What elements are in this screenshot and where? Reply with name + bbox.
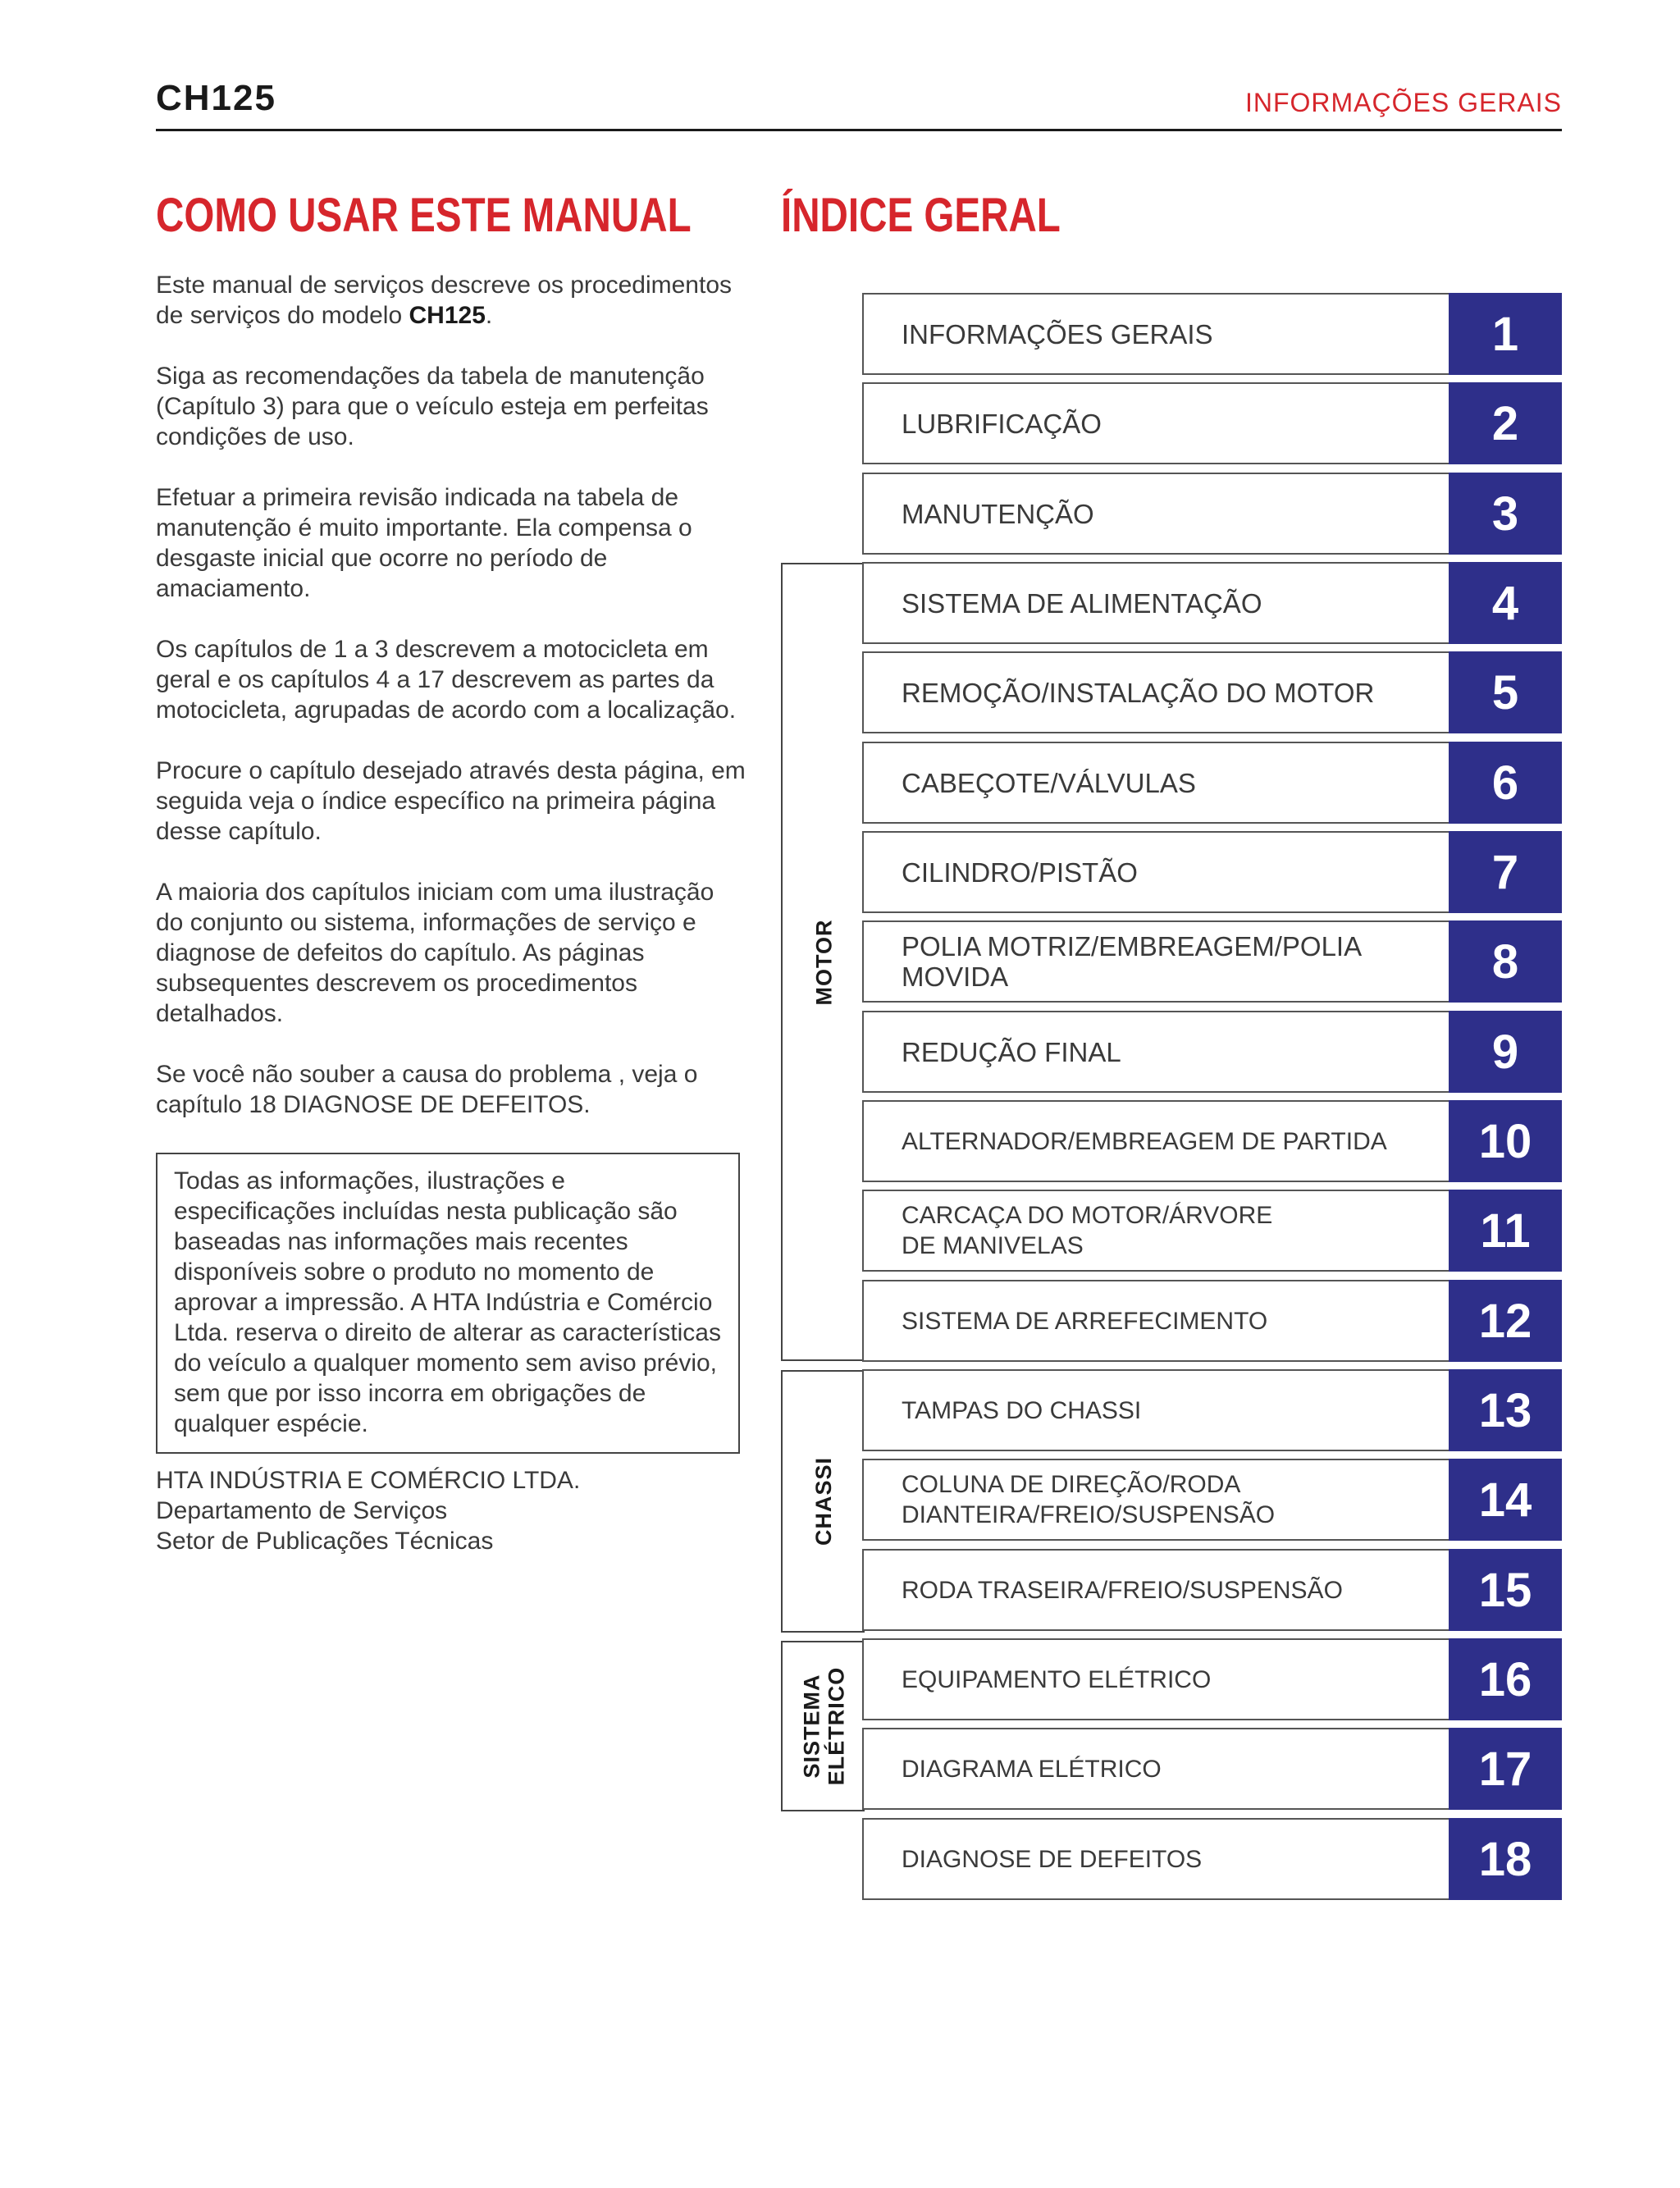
chapter-row-2[interactable] [862,382,1562,464]
sector-name: Setor de Publicações Técnicas [156,1528,494,1555]
chapter-number-8: 8 [1449,920,1562,1003]
chapter-row-14[interactable] [862,1459,1562,1541]
maintenance-paragraph: Siga as recomendações da tabela de manutenção (Capítulo 3) para que o veículo esteja em perfeitas condições de uso. [156,363,709,450]
first-review-paragraph: Efetuar a primeira revisão indicada na tabela de manutenção é muito importante. Ela compensa o desgaste inicial que ocorre no período de amaciamento. [156,484,692,602]
structure-paragraph: A maioria dos capítulos iniciam com uma ilustração do conjunto ou sistema, informações de serviço e diagnose de defeitos do capítulo. As páginas subsequentes descrevem os procedimentos detalhados. [156,879,714,1027]
chapter-label-1: INFORMAÇÕES GERAIS [862,293,1449,375]
group-chassi-label: CHASSI [811,1456,837,1546]
how-to-use-title: COMO USAR ESTE MANUAL [156,189,692,242]
chapter-label-11 [862,1190,1449,1272]
chapter-row-8[interactable] [862,920,1562,1003]
company-name: HTA INDÚSTRIA E COMÉRCIO LTDA. [156,1467,581,1494]
diagnosis-paragraph: Se você não souber a causa do problema , veja o capítulo 18 DIAGNOSE DE DEFEITOS. [156,1061,698,1118]
group-electrical [781,1641,865,1811]
publisher-info [156,1465,746,1556]
chapter-label-15: RODA TRASEIRA/FREIO/SUSPENSÃO [862,1549,1449,1631]
section-title: INFORMAÇÕES GERAIS [1244,88,1562,117]
chapter-number-3: 3 [1449,473,1562,555]
chapter-label-2: LUBRIFICAÇÃO [862,382,1449,464]
chapter-row-11[interactable] [862,1190,1562,1272]
header-divider [156,129,1562,131]
index-title: ÍNDICE GERAL [781,189,1061,242]
chapter-label-10: ALTERNADOR/EMBREAGEM DE PARTIDA [862,1100,1449,1182]
chapter-number-12: 12 [1449,1280,1562,1362]
chapter-number-1: 1 [1449,293,1562,375]
chapter-label-14 [862,1459,1449,1541]
chapter-number-13: 13 [1449,1369,1562,1451]
chapter-number-4: 4 [1449,562,1562,644]
chapter-number-11: 11 [1449,1190,1562,1272]
intro-period: . [485,302,493,329]
chapter-row-7[interactable] [862,831,1562,913]
department-name: Departamento de Serviços [156,1497,448,1524]
chapter-number-7: 7 [1449,831,1562,913]
chapter-row-4[interactable] [862,562,1562,644]
chapter-row-9[interactable] [862,1011,1562,1093]
chapter-label-17: DIAGRAMA ELÉTRICO [862,1728,1449,1810]
group-electrical-label [799,1667,848,1786]
chapter-number-16: 16 [1449,1638,1562,1720]
chapter-number-5: 5 [1449,651,1562,733]
chapter-number-14: 14 [1449,1459,1562,1541]
chapter-label-14-line2: DIANTEIRA/FREIO/SUSPENSÃO [902,1501,1276,1528]
group-electrical-line2: ELÉTRICO [824,1666,849,1786]
group-motor-label: MOTOR [811,919,836,1005]
chapter-label-18: DIAGNOSE DE DEFEITOS [862,1818,1449,1900]
group-motor [781,563,865,1361]
disclaimer-box: Todas as informações, ilustrações e especificações incluídas nesta publicação são baseadas nas informações mais recentes disponíveis sobre o produto no momento de aprovar a impressão. A HTA Indústria e Comércio Ltda. reserva o direito de alterar as características do veículo a qualquer momento sem aviso prévio, sem que por isso incorra em obrigações de qualquer espécie. [156,1153,740,1454]
how-to-use-section [156,185,746,1556]
chapter-label-9: REDUÇÃO FINAL [862,1011,1449,1093]
chapter-number-17: 17 [1449,1728,1562,1810]
chapter-label-4: SISTEMA DE ALIMENTAÇÃO [862,562,1449,644]
chapter-number-2: 2 [1449,382,1562,464]
chapter-label-12: SISTEMA DE ARREFECIMENTO [862,1280,1449,1362]
chapters-paragraph: Os capítulos de 1 a 3 descrevem a motocicleta em geral e os capítulos 4 a 17 descrevem as partes da motocicleta, agrupadas de acordo com a localização. [156,636,737,724]
chapter-number-9: 9 [1449,1011,1562,1093]
chapter-row-10[interactable] [862,1100,1562,1182]
chapter-row-15[interactable] [862,1549,1562,1631]
chapter-label-7: CILINDRO/PISTÃO [862,831,1449,913]
chapter-row-5[interactable] [862,651,1562,733]
chapter-row-18[interactable] [862,1818,1562,1900]
group-electrical-line1: SISTEMA [799,1674,824,1779]
chapter-number-18: 18 [1449,1818,1562,1900]
chapter-label-11-line1: CARCAÇA DO MOTOR/ÁRVORE [902,1202,1273,1229]
chapter-label-5: REMOÇÃO/INSTALAÇÃO DO MOTOR [862,651,1449,733]
chapter-label-8: POLIA MOTRIZ/EMBREAGEM/POLIA MOVIDA [862,920,1449,1003]
chapter-row-17[interactable] [862,1728,1562,1810]
chapter-label-14-line1: COLUNA DE DIREÇÃO/RODA [902,1471,1241,1498]
chapter-row-13[interactable] [862,1369,1562,1451]
chapter-row-1[interactable] [862,293,1562,375]
chapter-label-6: CABEÇOTE/VÁLVULAS [862,742,1449,824]
group-chassi [781,1370,865,1633]
chapter-label-16: EQUIPAMENTO ELÉTRICO [862,1638,1449,1720]
intro-model: CH125 [409,302,486,329]
intro-paragraph [156,270,746,331]
chapter-row-16[interactable] [862,1638,1562,1720]
chapter-row-12[interactable] [862,1280,1562,1362]
chapter-row-6[interactable] [862,742,1562,824]
chapter-number-6: 6 [1449,742,1562,824]
chapter-label-13: TAMPAS DO CHASSI [862,1369,1449,1451]
chapter-row-3[interactable] [862,473,1562,555]
chapter-number-10: 10 [1449,1100,1562,1182]
chapter-number-15: 15 [1449,1549,1562,1631]
chapter-label-3: MANUTENÇÃO [862,473,1449,555]
chapter-label-11-line2: DE MANIVELAS [902,1232,1084,1259]
model-name: CH125 [156,78,276,118]
intro-text: Este manual de serviços descreve os procedimentos de serviços do modelo [156,272,733,329]
search-paragraph: Procure o capítulo desejado através desta página, em seguida veja o índice específico na primeira página desse capítulo. [156,757,746,845]
